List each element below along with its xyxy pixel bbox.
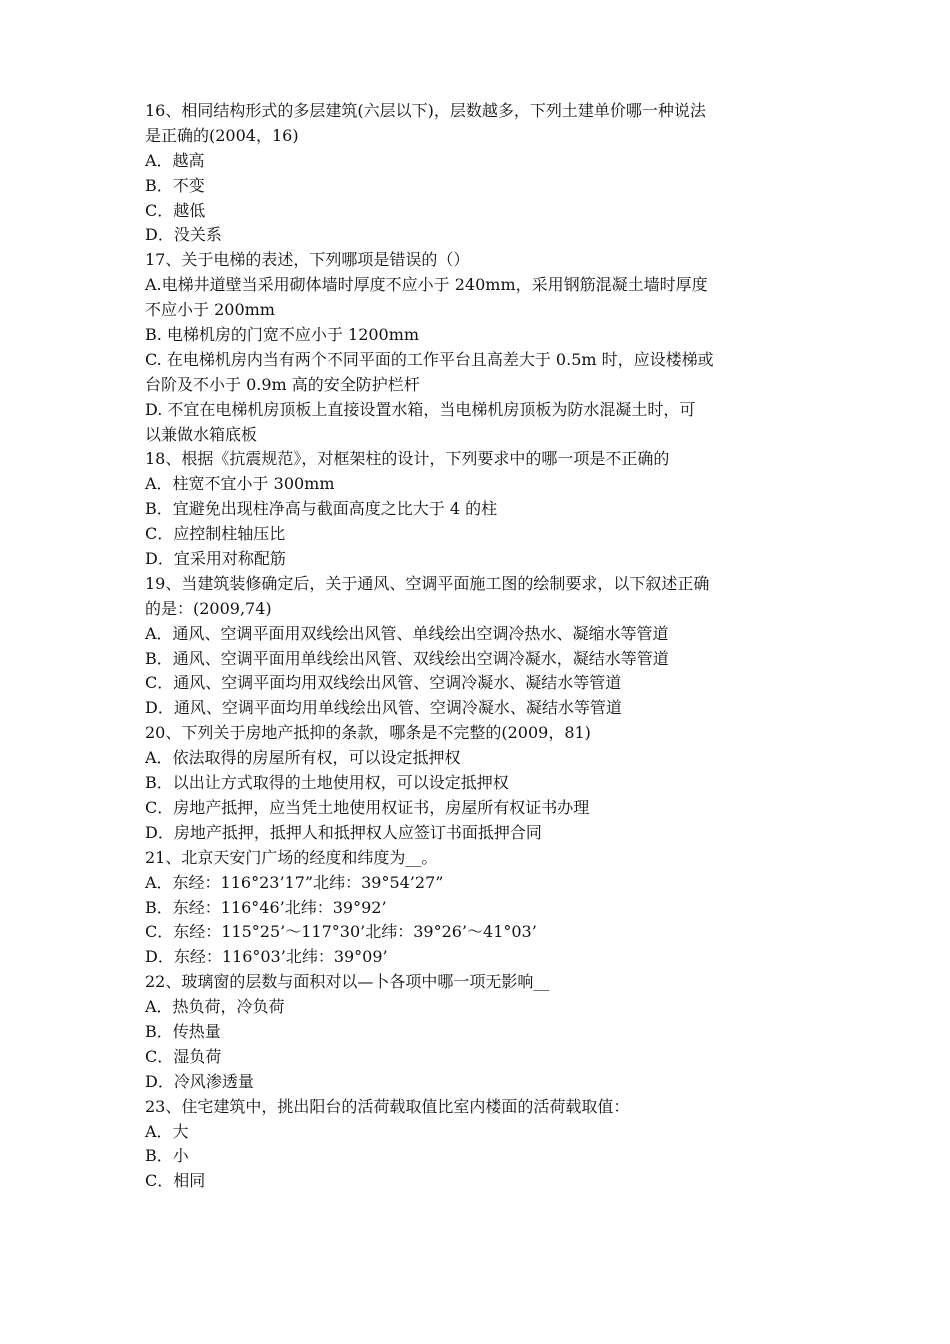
q22-option-d: D．冷风渗透量 — [145, 1071, 254, 1091]
q17-option-d-line-2: 以兼做水箱底板 — [145, 424, 258, 444]
q19-option-d: D．通风、空调平面均用单线绘出风管、空调冷凝水、凝结水等管道 — [145, 698, 622, 718]
q18-option-b: B．宜避免出现柱净高与截面高度之比大于 4 的柱 — [145, 499, 498, 519]
q20-stem: 20、下列关于房地产抵抑的条款，哪条是不完整的(2009，81) — [145, 723, 591, 743]
q16-stem-line-2: 是正确的(2004，16) — [145, 125, 299, 145]
q23-stem: 23、住宅建筑中，挑出阳台的活荷载取值比室内楼面的活荷载取值： — [145, 1096, 630, 1116]
q20-option-c: C．房地产抵押，应当凭土地使用权证书，房屋所有权证书办理 — [145, 797, 590, 817]
q18-option-d: D．宜采用对称配筋 — [145, 549, 286, 569]
q21-option-a: A．东经：116°23’17”北纬：39°54’27” — [145, 872, 444, 892]
q20-option-b: B．以出让方式取得的土地使用权，可以设定抵押权 — [145, 773, 509, 793]
q19-option-a: A．通风、空调平面用双线绘出风管、单线绘出空调冷热水、凝缩水等管道 — [145, 623, 669, 643]
q19-option-b: B．通风、空调平面用单线绘出风管、双线绘出空调冷凝水，凝结水等管道 — [145, 648, 669, 668]
q23-option-a: A．大 — [145, 1121, 189, 1141]
q17-option-a-line-1: A.电梯井道壁当采用砌体墙时厚度不应小于 240mm，采用钢筋混凝土墙时厚度 — [145, 275, 708, 295]
q17-stem: 17、关于电梯的表述，下列哪项是错误的（） — [145, 250, 470, 270]
q23-option-b: B．小 — [145, 1146, 189, 1166]
q20-option-d: D．房地产抵押，抵押人和抵押权人应签订书面抵押合同 — [145, 822, 542, 842]
q18-option-c: C．应控制柱轴压比 — [145, 524, 286, 544]
q17-option-b: B. 电梯机房的门宽不应小于 1200mm — [145, 325, 420, 345]
q17-option-c-line-1: C. 在电梯机房内当有两个不同平面的工作平台且高差大于 0.5m 时，应设楼梯或 — [145, 349, 714, 369]
q17-option-c-line-2: 台阶及不小于 0.9m 高的安全防护栏杆 — [145, 374, 420, 394]
q22-stem: 22、玻璃窗的层数与面积对以—卜各项中哪一项无影响__ — [145, 972, 550, 992]
q19-option-c: C．通风、空调平面均用双线绘出风管、空调冷凝水、凝结水等管道 — [145, 673, 622, 693]
q21-stem: 21、北京天安门广场的经度和纬度为__。 — [145, 847, 438, 867]
q17-option-a-line-2: 不应小于 200mm — [145, 300, 275, 320]
q18-option-a: A．柱宽不宜小于 300mm — [145, 474, 335, 494]
q16-option-d: D．没关系 — [145, 225, 222, 245]
document-page — [145, 99, 825, 1194]
q16-option-b: B．不变 — [145, 175, 205, 195]
q18-stem: 18、根据《抗震规范》，对框架柱的设计，下列要求中的哪一项是不正确的 — [145, 449, 670, 469]
q16-stem-line-1: 16、相同结构形式的多层建筑(六层以下)，层数越多，下列土建单价哪一种说法 — [145, 101, 706, 120]
q22-option-b: B．传热量 — [145, 1021, 221, 1041]
q21-option-b: B．东经：116°46’北纬：39°92’ — [145, 897, 387, 917]
q16-option-c: C．越低 — [145, 200, 206, 220]
q22-option-c: C．湿负荷 — [145, 1046, 222, 1066]
q20-option-a: A．依法取得的房屋所有权，可以设定抵押权 — [145, 748, 461, 768]
q23-option-c: C．相同 — [145, 1171, 206, 1191]
q21-option-d: D．东经：116°03’北纬：39°09’ — [145, 947, 388, 967]
q19-stem-line-2: 的是：(2009,74) — [145, 598, 272, 618]
q16-option-a: A．越高 — [145, 150, 205, 170]
q22-option-a: A．热负荷，冷负荷 — [145, 997, 285, 1017]
q19-stem-line-1: 19、当建筑装修确定后，关于通风、空调平面施工图的绘制要求，以下叙述正确 — [145, 573, 710, 593]
q21-option-c: C．东经：115°25’～117°30’北纬：39°26’～41°03’ — [145, 922, 537, 942]
q17-option-d-line-1: D. 不宜在电梯机房顶板上直接设置水箱，当电梯机房顶板为防水混凝土时，可 — [145, 399, 696, 419]
